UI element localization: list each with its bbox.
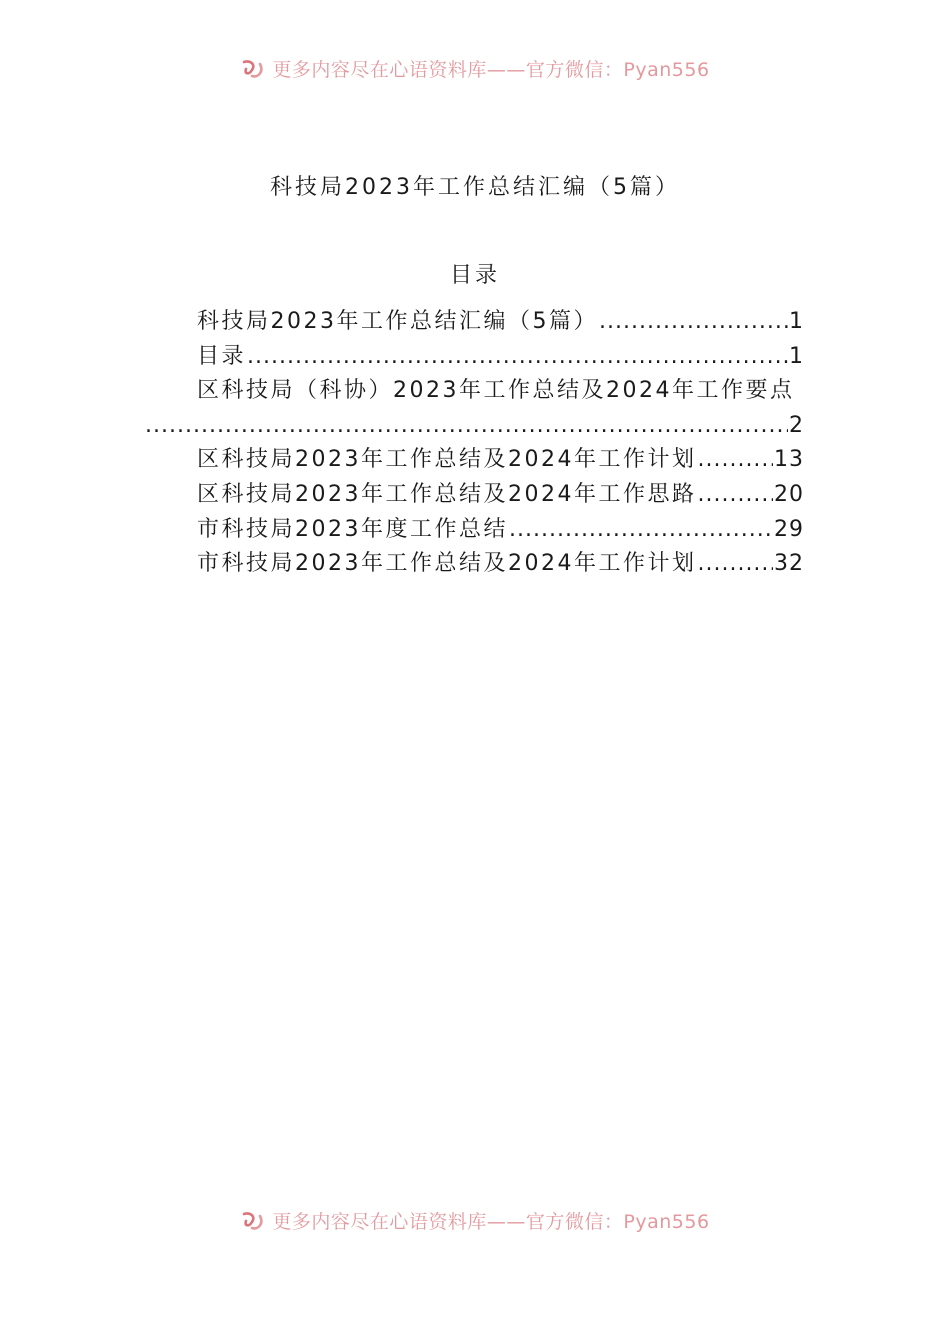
toc-entry[interactable] [144, 513, 804, 548]
toc-entry[interactable] [144, 547, 804, 582]
brand-logo-icon [240, 1210, 268, 1237]
watermark-text: 更多内容尽在心语资料库——官方微信：Pyan556 [272, 59, 710, 81]
brand-logo-icon [240, 58, 268, 85]
toc-entry-page: 32 [774, 551, 804, 577]
toc-heading: 目录 [449, 263, 500, 288]
toc-entry[interactable] [144, 443, 804, 478]
toc-leader-dots [697, 547, 773, 582]
watermark-text: 更多内容尽在心语资料库——官方微信：Pyan556 [272, 1211, 710, 1233]
toc-entry-title: 区科技局2023年工作总结及2024年工作思路 [197, 481, 697, 507]
toc-entry[interactable] [144, 478, 804, 513]
toc-entry-page: 2 [789, 412, 804, 438]
toc-entry-title: 科技局2023年工作总结汇编（5篇） [197, 309, 598, 334]
toc-entry-page: 1 [789, 309, 804, 334]
toc-entry-page: 13 [774, 447, 804, 473]
toc-leader-dots [697, 478, 773, 513]
header-watermark [0, 58, 950, 85]
toc-leader-dots [509, 513, 773, 548]
toc-entry-title: 目录 [197, 343, 247, 369]
table-of-contents [144, 305, 804, 582]
toc-entry[interactable] [144, 374, 804, 443]
toc-entry-page: 29 [774, 516, 804, 542]
toc-entry-title: 市科技局2023年工作总结及2024年工作计划 [197, 551, 697, 577]
document-title: 科技局2023年工作总结汇编（5篇） [270, 175, 680, 200]
footer-watermark [0, 1210, 950, 1237]
toc-entry-title: 市科技局2023年度工作总结 [197, 516, 508, 542]
toc-leader-dots [247, 340, 788, 375]
toc-leader-dots [697, 443, 773, 478]
toc-entry[interactable] [144, 305, 804, 340]
toc-entry-page: 1 [789, 343, 804, 369]
toc-entry[interactable] [144, 340, 804, 375]
toc-entry-title: 区科技局（科协）2023年工作总结及2024年工作要点 [197, 378, 795, 404]
toc-leader-dots [145, 409, 788, 444]
toc-leader-dots [599, 305, 788, 340]
toc-entry-title: 区科技局2023年工作总结及2024年工作计划 [197, 447, 697, 473]
toc-entry-page: 20 [774, 481, 804, 507]
